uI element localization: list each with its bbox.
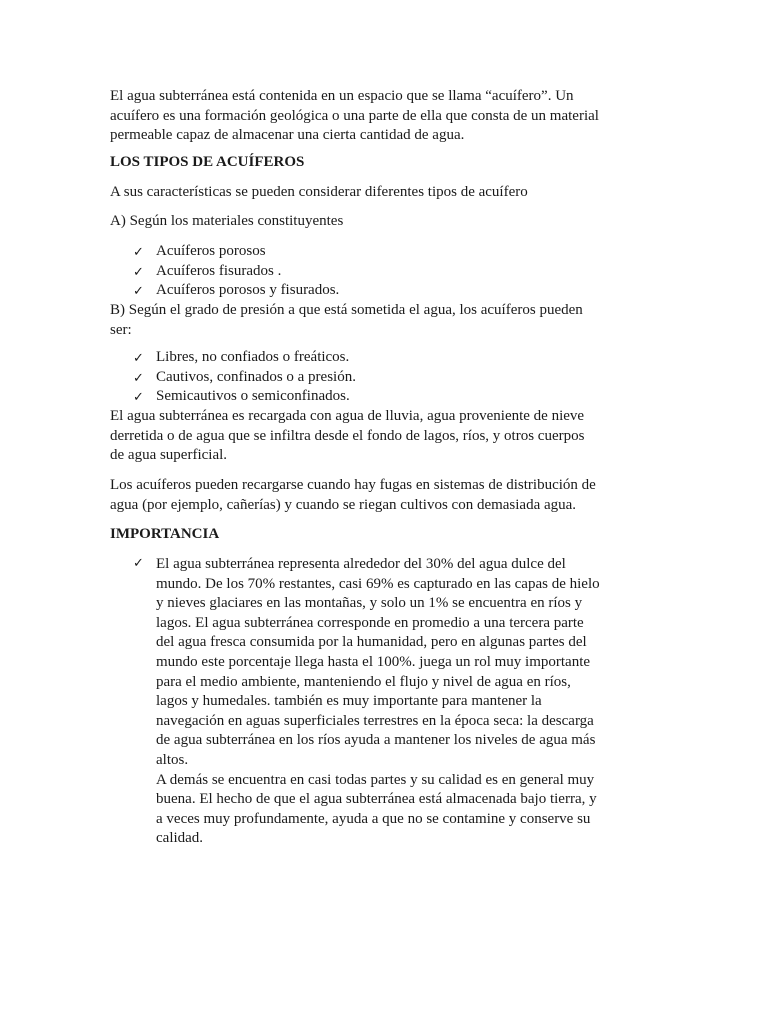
checkmark-icon: ✓ <box>133 555 144 570</box>
list-a <box>110 242 670 301</box>
text-line: Los acuíferos pueden recargarse cuando hay fugas en sistemas de distribución de <box>110 477 596 493</box>
checkmark-icon: ✓ <box>133 244 144 259</box>
text-line: a veces muy profundamente, ayuda a que no se contamine y conserve su <box>156 810 591 827</box>
text-line: El agua subterránea es recargada con agua de lluvia, agua proveniente de nieve <box>110 408 585 424</box>
text-line: ser: <box>110 321 132 338</box>
paragraph-recarga <box>110 407 670 466</box>
list-item-text: Libres, no confiados o freáticos. <box>156 349 350 365</box>
checkmark-icon: ✓ <box>133 283 144 299</box>
text-line: A demás se encuentra en casi todas partes y su calidad es en general muy <box>156 771 595 788</box>
list-item-text: Cautivos, confinados o a presión. <box>156 368 356 385</box>
heading-tipos: LOS TIPOS DE ACUÍFEROS <box>110 154 305 170</box>
list-item <box>110 242 670 262</box>
paragraph-fugas <box>110 476 670 515</box>
list-item <box>110 368 670 388</box>
list-item <box>110 281 670 301</box>
checkmark-icon: ✓ <box>133 369 144 385</box>
text-line: mundo este porcentaje llega hasta el 100%. juega un rol muy importante <box>156 653 591 670</box>
text-line: calidad. <box>156 830 204 847</box>
text-line: para el medio ambiente, manteniendo el flujo y nivel de agua en ríos, <box>156 673 571 690</box>
text-line: altos. <box>156 751 189 768</box>
list-item <box>110 262 670 282</box>
text-line: B) Según el grado de presión a que está sometida el agua, los acuíferos pueden <box>110 302 583 318</box>
text-line: navegación en aguas superficiales terrestres en la época seca: la descarga <box>156 712 594 729</box>
section-a-heading: A) Según los materiales constituyentes <box>110 213 344 229</box>
list-importancia-item <box>110 555 716 849</box>
list-item-text: Acuíferos porosos y fisurados. <box>156 282 340 299</box>
list-item-text: Semicautivos o semiconfinados. <box>156 388 350 405</box>
paragraph-caracteristicas: A sus características se pueden considerar diferentes tipos de acuífero <box>110 184 528 200</box>
text-line: El agua subterránea representa alrededor del 30% del agua dulce del <box>156 556 566 572</box>
list-item-text: Acuíferos porosos <box>156 243 266 259</box>
list-b <box>110 348 670 407</box>
text-line: de agua subterránea en los ríos ayuda a mantener los niveles de agua más <box>156 732 596 749</box>
heading-importancia: IMPORTANCIA <box>110 526 220 542</box>
text-line: del agua fresca consumida por la humanidad, pero en algunas partes del <box>156 634 587 651</box>
text-line: acuífero es una formación geológica o una parte de ella que consta de un material <box>110 107 599 124</box>
text-line: buena. El hecho de que el agua subterránea está almacenada bajo tierra, y <box>156 791 597 808</box>
list-item <box>110 387 670 407</box>
checkmark-icon: ✓ <box>133 263 144 279</box>
text-line: permeable capaz de almacenar una cierta cantidad de agua. <box>110 127 465 144</box>
paragraph-intro <box>110 87 670 146</box>
list-item-text: Acuíferos fisurados . <box>156 262 282 279</box>
checkmark-icon: ✓ <box>133 389 144 405</box>
checkmark-icon: ✓ <box>133 350 144 365</box>
text-line: El agua subterránea está contenida en un espacio que se llama “acuífero”. Un <box>110 88 574 104</box>
text-line: mundo. De los 70% restantes, casi 69% es capturado en las capas de hielo <box>156 575 600 592</box>
text-line: derretida o de agua que se infiltra desde el fondo de lagos, ríos, y otros cuerpos <box>110 427 585 444</box>
text-line: agua (por ejemplo, cañerías) y cuando se riegan cultivos con demasiada agua. <box>110 496 577 513</box>
section-b-heading <box>110 301 670 340</box>
text-line: y nieves glaciares en las montañas, y solo un 1% se encuentra en ríos y <box>156 595 583 612</box>
list-item <box>110 348 670 368</box>
text-line: de agua superficial. <box>110 447 228 464</box>
text-line: lagos. El agua subterránea corresponde en promedio a una tercera parte <box>156 614 584 631</box>
text-line: lagos y humedales. también es muy importante para mantener la <box>156 693 542 710</box>
